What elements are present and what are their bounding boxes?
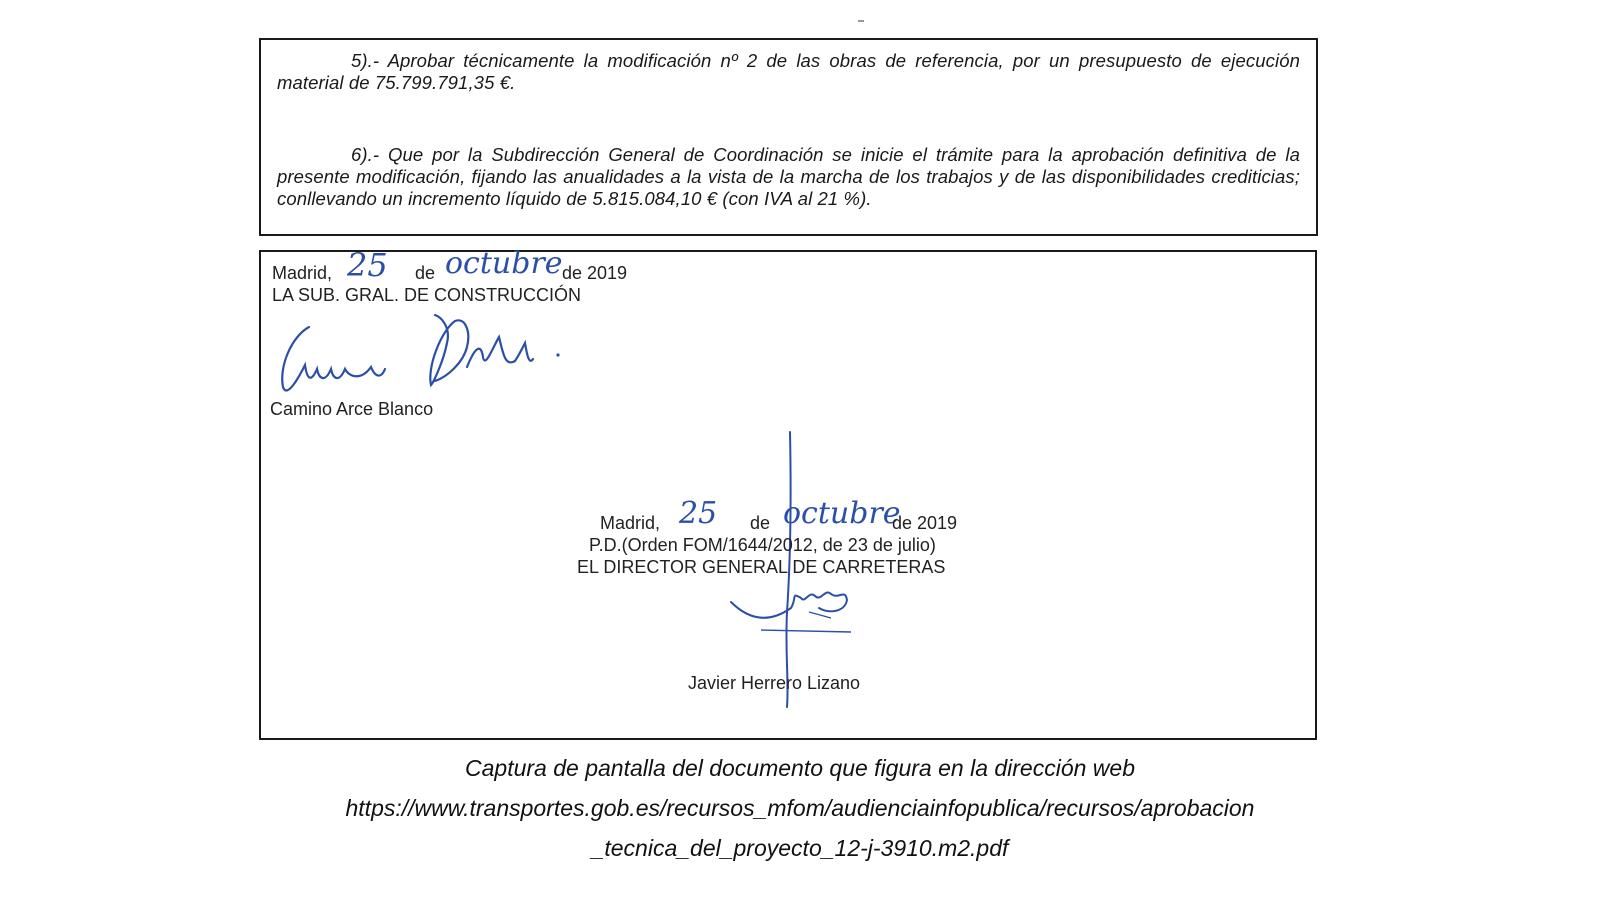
resolution-item-5: 5).- Aprobar técnicamente la modificación nº 2 de las obras de referencia, por un presupuesto de ejecución material de 75.799.791,35 €.: [277, 50, 1300, 93]
de-label: de: [750, 513, 771, 533]
signer-name: Javier Herrero Lizano: [688, 673, 861, 693]
caption-line-1: Captura de pantalla del documento que figura en la dirección web: [465, 755, 1135, 781]
handwritten-month: octubre: [445, 246, 563, 281]
de-label: de: [415, 263, 436, 283]
signatures-box: [259, 246, 1317, 740]
place-label: Madrid,: [600, 513, 661, 533]
resolution-box: [259, 38, 1318, 236]
scan-speck: [858, 20, 864, 22]
handwritten-day: 25: [347, 246, 388, 284]
year-label: de 2019: [892, 513, 958, 533]
place-label: Madrid,: [272, 263, 333, 283]
delegation-text: P.D.(Orden FOM/1644/2012, de 23 de julio): [589, 535, 936, 555]
year-label: de 2019: [562, 263, 628, 283]
handwritten-day: 25: [679, 496, 718, 531]
office-title: EL DIRECTOR GENERAL DE CARRETERAS: [577, 557, 946, 577]
caption-url-line-3: _tecnica_del_proyecto_12-j-3910.m2.pdf: [591, 835, 1009, 861]
resolution-item-6: 6).- Que por la Subdirección General de Coordinación se inicie el trámite para la aprobación definitiva de la presente modificación, fijando las anualidades a la vista de la marcha de los trabajos y de las disponibilidades crediticias; conllevando un incremento líquido de 5.815.084,10 € (con IVA al 21 %).: [277, 144, 1300, 209]
handwritten-month: octubre: [783, 496, 901, 531]
handwritten-signature-1: [271, 307, 571, 407]
caption-url-line-2: https://www.transportes.gob.es/recursos_mfom/audienciainfopublica/recursos/aprobacion: [345, 795, 1255, 821]
office-title: LA SUB. GRAL. DE CONSTRUCCIÓN: [272, 285, 582, 305]
signer-name: Camino Arce Blanco: [270, 399, 434, 419]
